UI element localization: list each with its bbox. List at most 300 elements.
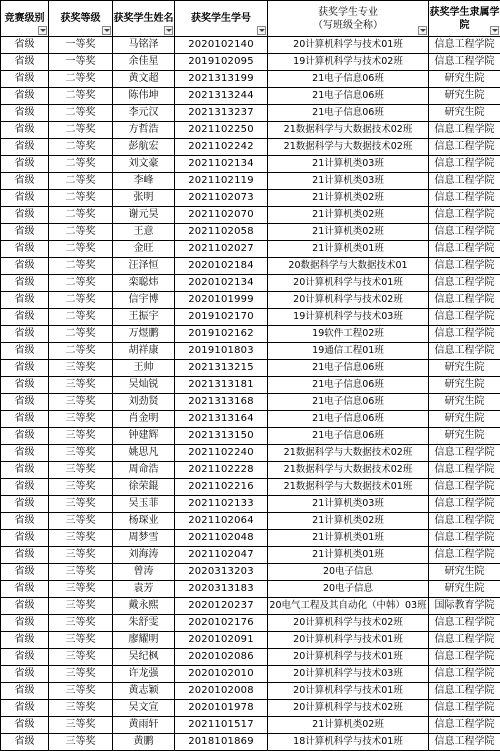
cell-student-major: 21电子信息06班 <box>268 105 429 122</box>
cell-student-id: 2020313203 <box>175 564 268 581</box>
cell-student-major: 20数据科学与大数据技术01 <box>268 258 429 275</box>
cell-award-grade: 三等奖 <box>49 530 113 547</box>
table-row <box>1 156 500 173</box>
cell-student-college: 信息工程学院 <box>429 343 500 360</box>
cell-student-id: 2021313244 <box>175 88 268 105</box>
table-row <box>1 190 500 207</box>
cell-student-name: 李峰 <box>113 173 175 190</box>
cell-student-college: 研究生院 <box>429 394 500 411</box>
cell-competition-level: 省级 <box>1 411 49 428</box>
cell-student-name: 戴永熙 <box>113 598 175 615</box>
cell-student-name: 吴灿锐 <box>113 377 175 394</box>
cell-competition-level: 省级 <box>1 462 49 479</box>
cell-award-grade: 三等奖 <box>49 496 113 513</box>
cell-student-id: 2020101999 <box>175 292 268 309</box>
cell-student-major: 20计算机科学与技术01班 <box>268 683 429 700</box>
cell-student-college: 信息工程学院 <box>429 309 500 326</box>
cell-student-id: 2021101517 <box>175 717 268 734</box>
table-row <box>1 411 500 428</box>
cell-student-college: 信息工程学院 <box>429 700 500 717</box>
cell-competition-level: 省级 <box>1 71 49 88</box>
cell-student-name: 信宇博 <box>113 292 175 309</box>
table-row <box>1 547 500 564</box>
cell-student-name: 黄文超 <box>113 71 175 88</box>
cell-student-major: 21计算机类01班 <box>268 530 429 547</box>
cell-student-major: 20计算机科学与技术02班 <box>268 615 429 632</box>
cell-award-grade: 三等奖 <box>49 717 113 734</box>
header-student-college-label: 获奖学生隶属学院 <box>430 7 500 31</box>
cell-competition-level: 省级 <box>1 479 49 496</box>
cell-student-college: 信息工程学院 <box>429 530 500 547</box>
cell-competition-level: 省级 <box>1 428 49 445</box>
cell-competition-level: 省级 <box>1 122 49 139</box>
cell-student-college: 信息工程学院 <box>429 513 500 530</box>
cell-student-name: 王帅 <box>113 360 175 377</box>
header-student-id-label: 获奖学生学号 <box>191 13 251 24</box>
cell-student-name: 吴玉菲 <box>113 496 175 513</box>
cell-student-name: 杨琛业 <box>113 513 175 530</box>
cell-student-name: 许龙强 <box>113 666 175 683</box>
cell-student-major: 21数据科学与大数据技术02班 <box>268 139 429 156</box>
cell-student-name: 陈伟坤 <box>113 88 175 105</box>
header-student-name-label: 获奖学生姓名 <box>114 13 174 24</box>
cell-award-grade: 一等奖 <box>49 37 113 54</box>
cell-award-grade: 二等奖 <box>49 326 113 343</box>
cell-award-grade: 二等奖 <box>49 156 113 173</box>
table-row <box>1 428 500 445</box>
cell-competition-level: 省级 <box>1 88 49 105</box>
table-row <box>1 173 500 190</box>
cell-student-major: 21计算机类02班 <box>268 717 429 734</box>
cell-student-major: 21电子信息06班 <box>268 377 429 394</box>
cell-award-grade: 二等奖 <box>49 88 113 105</box>
cell-award-grade: 三等奖 <box>49 513 113 530</box>
cell-student-name: 马铭泽 <box>113 37 175 54</box>
cell-student-id: 2021313168 <box>175 394 268 411</box>
cell-award-grade: 一等奖 <box>49 54 113 71</box>
cell-student-name: 曾涛 <box>113 564 175 581</box>
cell-competition-level: 省级 <box>1 105 49 122</box>
filter-dropdown-icon[interactable] <box>257 26 266 35</box>
header-competition-level-label: 竞赛级别 <box>5 13 45 24</box>
cell-student-major: 21计算机类02班 <box>268 207 429 224</box>
cell-student-major: 21数据科学与大数据技术02班 <box>268 445 429 462</box>
table-row <box>1 343 500 360</box>
cell-student-college: 信息工程学院 <box>429 666 500 683</box>
cell-award-grade: 二等奖 <box>49 292 113 309</box>
cell-competition-level: 省级 <box>1 343 49 360</box>
cell-award-grade: 二等奖 <box>49 71 113 88</box>
cell-competition-level: 省级 <box>1 598 49 615</box>
header-student-major <box>268 1 429 37</box>
cell-student-id: 2021102047 <box>175 547 268 564</box>
table-row <box>1 666 500 683</box>
cell-student-name: 王意 <box>113 224 175 241</box>
cell-award-grade: 二等奖 <box>49 309 113 326</box>
cell-student-college: 信息工程学院 <box>429 292 500 309</box>
cell-student-name: 刘海涛 <box>113 547 175 564</box>
cell-student-id: 2021102250 <box>175 122 268 139</box>
filter-dropdown-icon[interactable] <box>418 26 427 35</box>
cell-student-id: 2021102070 <box>175 207 268 224</box>
cell-student-major: 20计算机科学与技术02班 <box>268 700 429 717</box>
table-row <box>1 615 500 632</box>
table-row <box>1 734 500 751</box>
cell-student-college: 信息工程学院 <box>429 445 500 462</box>
cell-student-id: 2021102216 <box>175 479 268 496</box>
header-award-grade-label: 获奖等级 <box>61 13 101 24</box>
cell-student-name: 徐荣錕 <box>113 479 175 496</box>
cell-award-grade: 三等奖 <box>49 360 113 377</box>
table-row <box>1 598 500 615</box>
table-row <box>1 71 500 88</box>
cell-student-major: 20计算机科学与技术01班 <box>268 649 429 666</box>
table-row <box>1 275 500 292</box>
cell-student-name: 刘文豪 <box>113 156 175 173</box>
cell-student-id: 2021313150 <box>175 428 268 445</box>
table-row <box>1 360 500 377</box>
cell-competition-level: 省级 <box>1 139 49 156</box>
table-row <box>1 479 500 496</box>
cell-student-major: 21电子信息06班 <box>268 411 429 428</box>
table-row <box>1 88 500 105</box>
cell-award-grade: 三等奖 <box>49 649 113 666</box>
table-row <box>1 462 500 479</box>
cell-student-major: 20电子信息 <box>268 581 429 598</box>
cell-student-college: 研究生院 <box>429 411 500 428</box>
cell-student-major: 20计算机科学与技术01班 <box>268 632 429 649</box>
cell-student-college: 信息工程学院 <box>429 632 500 649</box>
cell-student-college: 信息工程学院 <box>429 649 500 666</box>
cell-competition-level: 省级 <box>1 190 49 207</box>
cell-student-id: 2020102176 <box>175 615 268 632</box>
cell-student-major: 20电气工程及其自动化（中韩）03班 <box>268 598 429 615</box>
cell-student-id: 2021313215 <box>175 360 268 377</box>
cell-student-id: 2020102010 <box>175 666 268 683</box>
filter-dropdown-icon[interactable] <box>490 26 499 35</box>
cell-award-grade: 三等奖 <box>49 564 113 581</box>
cell-competition-level: 省级 <box>1 394 49 411</box>
cell-student-college: 信息工程学院 <box>429 190 500 207</box>
cell-student-name: 方哲浩 <box>113 122 175 139</box>
cell-student-id: 2020102184 <box>175 258 268 275</box>
cell-competition-level: 省级 <box>1 632 49 649</box>
cell-student-college: 信息工程学院 <box>429 207 500 224</box>
cell-student-college: 信息工程学院 <box>429 139 500 156</box>
table-row <box>1 105 500 122</box>
cell-competition-level: 省级 <box>1 326 49 343</box>
cell-competition-level: 省级 <box>1 258 49 275</box>
table-row <box>1 632 500 649</box>
cell-award-grade: 二等奖 <box>49 275 113 292</box>
cell-student-name: 肖金明 <box>113 411 175 428</box>
cell-competition-level: 省级 <box>1 54 49 71</box>
cell-student-college: 信息工程学院 <box>429 37 500 54</box>
table-row <box>1 513 500 530</box>
cell-award-grade: 三等奖 <box>49 666 113 683</box>
cell-student-college: 研究生院 <box>429 377 500 394</box>
cell-competition-level: 省级 <box>1 377 49 394</box>
cell-student-id: 2021313237 <box>175 105 268 122</box>
cell-student-college: 信息工程学院 <box>429 241 500 258</box>
cell-competition-level: 省级 <box>1 547 49 564</box>
cell-student-college: 研究生院 <box>429 105 500 122</box>
cell-student-id: 2019101803 <box>175 343 268 360</box>
cell-student-name: 吴纪枫 <box>113 649 175 666</box>
cell-student-major: 20计算机科学与技术01班 <box>268 37 429 54</box>
cell-student-name: 黄鹏 <box>113 734 175 751</box>
header-student-major-label: 获奖学生专业 <box>318 7 378 18</box>
cell-student-college: 研究生院 <box>429 564 500 581</box>
table-row <box>1 496 500 513</box>
cell-student-college: 信息工程学院 <box>429 547 500 564</box>
cell-student-college: 研究生院 <box>429 581 500 598</box>
cell-student-college: 信息工程学院 <box>429 224 500 241</box>
table-row <box>1 207 500 224</box>
cell-student-id: 2020102140 <box>175 37 268 54</box>
cell-competition-level: 省级 <box>1 717 49 734</box>
cell-student-name: 钟建辉 <box>113 428 175 445</box>
table-row <box>1 683 500 700</box>
cell-student-major: 21计算机类03班 <box>268 496 429 513</box>
cell-student-major: 21数据科学与大数据技术02班 <box>268 462 429 479</box>
table-row <box>1 224 500 241</box>
cell-competition-level: 省级 <box>1 241 49 258</box>
cell-student-name: 黄志颖 <box>113 683 175 700</box>
table-row <box>1 292 500 309</box>
cell-competition-level: 省级 <box>1 173 49 190</box>
cell-award-grade: 三等奖 <box>49 615 113 632</box>
table-header <box>1 1 500 37</box>
cell-competition-level: 省级 <box>1 156 49 173</box>
cell-student-name: 汪泽恒 <box>113 258 175 275</box>
cell-student-major: 21计算机类03班 <box>268 173 429 190</box>
cell-student-id: 2019102162 <box>175 326 268 343</box>
cell-student-id: 2021102058 <box>175 224 268 241</box>
cell-award-grade: 三等奖 <box>49 632 113 649</box>
cell-student-major: 20计算机科学与技术03班 <box>268 666 429 683</box>
table-row <box>1 581 500 598</box>
cell-award-grade: 三等奖 <box>49 734 113 751</box>
cell-student-major: 20计算机科学与技术01班 <box>268 275 429 292</box>
cell-student-id: 2021102133 <box>175 496 268 513</box>
table-row <box>1 530 500 547</box>
cell-award-grade: 二等奖 <box>49 224 113 241</box>
cell-award-grade: 三等奖 <box>49 394 113 411</box>
table-row <box>1 564 500 581</box>
cell-student-college: 研究生院 <box>429 360 500 377</box>
cell-student-name: 余佳星 <box>113 54 175 71</box>
cell-student-major: 21计算机类01班 <box>268 547 429 564</box>
table-row <box>1 309 500 326</box>
header-student-id <box>175 1 268 37</box>
cell-award-grade: 三等奖 <box>49 428 113 445</box>
cell-student-id: 2021102240 <box>175 445 268 462</box>
cell-student-major: 19通信工程01班 <box>268 343 429 360</box>
cell-student-name: 吴文宣 <box>113 700 175 717</box>
cell-student-name: 李元汉 <box>113 105 175 122</box>
cell-student-name: 谢元昊 <box>113 207 175 224</box>
cell-award-grade: 三等奖 <box>49 479 113 496</box>
cell-student-id: 2020101978 <box>175 700 268 717</box>
cell-student-major: 21计算机类02班 <box>268 513 429 530</box>
header-row <box>1 1 500 37</box>
table-row <box>1 326 500 343</box>
cell-student-id: 2021102048 <box>175 530 268 547</box>
cell-student-major: 21电子信息06班 <box>268 428 429 445</box>
cell-student-college: 信息工程学院 <box>429 258 500 275</box>
filter-dropdown-icon[interactable] <box>38 26 47 35</box>
cell-student-college: 信息工程学院 <box>429 615 500 632</box>
cell-student-major: 20电子信息 <box>268 564 429 581</box>
cell-student-college: 信息工程学院 <box>429 122 500 139</box>
cell-student-id: 2019102095 <box>175 54 268 71</box>
cell-student-college: 信息工程学院 <box>429 54 500 71</box>
cell-student-id: 2021102134 <box>175 156 268 173</box>
cell-competition-level: 省级 <box>1 513 49 530</box>
cell-award-grade: 三等奖 <box>49 598 113 615</box>
cell-competition-level: 省级 <box>1 37 49 54</box>
cell-competition-level: 省级 <box>1 445 49 462</box>
cell-award-grade: 三等奖 <box>49 411 113 428</box>
cell-student-name: 王振宇 <box>113 309 175 326</box>
filter-dropdown-icon[interactable] <box>164 26 173 35</box>
cell-competition-level: 省级 <box>1 275 49 292</box>
cell-award-grade: 二等奖 <box>49 173 113 190</box>
cell-student-college: 研究生院 <box>429 428 500 445</box>
cell-student-id: 2021102073 <box>175 190 268 207</box>
cell-award-grade: 二等奖 <box>49 207 113 224</box>
cell-student-name: 栾聪炜 <box>113 275 175 292</box>
cell-student-name: 胡祥康 <box>113 343 175 360</box>
cell-award-grade: 三等奖 <box>49 547 113 564</box>
cell-student-id: 2021102064 <box>175 513 268 530</box>
cell-student-college: 信息工程学院 <box>429 173 500 190</box>
cell-award-grade: 三等奖 <box>49 683 113 700</box>
cell-student-college: 信息工程学院 <box>429 156 500 173</box>
table-row <box>1 122 500 139</box>
cell-competition-level: 省级 <box>1 581 49 598</box>
cell-competition-level: 省级 <box>1 683 49 700</box>
cell-student-college: 信息工程学院 <box>429 734 500 751</box>
cell-student-name: 朱舒雯 <box>113 615 175 632</box>
cell-student-id: 2021102119 <box>175 173 268 190</box>
cell-student-id: 2021102242 <box>175 139 268 156</box>
cell-student-major: 21数据科学与大数据技术01班 <box>268 479 429 496</box>
cell-student-major: 21计算机类02班 <box>268 190 429 207</box>
cell-competition-level: 省级 <box>1 734 49 751</box>
cell-student-name: 周梦雪 <box>113 530 175 547</box>
cell-award-grade: 二等奖 <box>49 241 113 258</box>
cell-student-major: 21计算机类02班 <box>268 224 429 241</box>
cell-student-id: 2020102091 <box>175 632 268 649</box>
cell-student-id: 2020102134 <box>175 275 268 292</box>
cell-student-id: 2021313181 <box>175 377 268 394</box>
cell-student-major: 21数据科学与大数据技术02班 <box>268 122 429 139</box>
cell-student-name: 袁芳 <box>113 581 175 598</box>
cell-competition-level: 省级 <box>1 564 49 581</box>
cell-student-major: 21电子信息06班 <box>268 360 429 377</box>
cell-award-grade: 二等奖 <box>49 139 113 156</box>
cell-student-name: 张明 <box>113 190 175 207</box>
cell-competition-level: 省级 <box>1 207 49 224</box>
cell-student-id: 2020313183 <box>175 581 268 598</box>
cell-student-id: 2021313164 <box>175 411 268 428</box>
cell-student-major: 21计算机类01班 <box>268 241 429 258</box>
table-row <box>1 445 500 462</box>
cell-student-name: 金旺 <box>113 241 175 258</box>
cell-award-grade: 二等奖 <box>49 122 113 139</box>
cell-student-college: 信息工程学院 <box>429 717 500 734</box>
cell-student-name: 彭航宏 <box>113 139 175 156</box>
header-award-grade <box>49 1 113 37</box>
cell-student-major: 21电子信息06班 <box>268 394 429 411</box>
cell-competition-level: 省级 <box>1 530 49 547</box>
cell-competition-level: 省级 <box>1 649 49 666</box>
cell-award-grade: 三等奖 <box>49 445 113 462</box>
cell-student-major: 20计算机科学与技术02班 <box>268 292 429 309</box>
cell-award-grade: 二等奖 <box>49 190 113 207</box>
cell-student-college: 信息工程学院 <box>429 326 500 343</box>
cell-competition-level: 省级 <box>1 292 49 309</box>
cell-award-grade: 三等奖 <box>49 377 113 394</box>
table-row <box>1 649 500 666</box>
header-student-college <box>429 1 500 37</box>
cell-competition-level: 省级 <box>1 224 49 241</box>
cell-competition-level: 省级 <box>1 615 49 632</box>
cell-student-major: 19计算机科学与技术03班 <box>268 309 429 326</box>
table-row <box>1 139 500 156</box>
cell-award-grade: 三等奖 <box>49 462 113 479</box>
cell-student-major: 19软件工程02班 <box>268 326 429 343</box>
header-competition-level <box>1 1 49 37</box>
cell-student-id: 2018101869 <box>175 734 268 751</box>
cell-student-name: 周命浩 <box>113 462 175 479</box>
cell-award-grade: 二等奖 <box>49 258 113 275</box>
cell-student-id: 2019102170 <box>175 309 268 326</box>
cell-student-college: 研究生院 <box>429 88 500 105</box>
table-row <box>1 258 500 275</box>
cell-student-id: 2020102008 <box>175 683 268 700</box>
cell-student-name: 刘劲贤 <box>113 394 175 411</box>
cell-award-grade: 三等奖 <box>49 700 113 717</box>
table-row <box>1 54 500 71</box>
table-row <box>1 700 500 717</box>
filter-dropdown-icon[interactable] <box>102 26 111 35</box>
table-body <box>1 37 500 751</box>
cell-competition-level: 省级 <box>1 496 49 513</box>
table-row <box>1 377 500 394</box>
cell-competition-level: 省级 <box>1 360 49 377</box>
cell-competition-level: 省级 <box>1 309 49 326</box>
cell-student-major: 21计算机类03班 <box>268 156 429 173</box>
cell-student-name: 廖耀明 <box>113 632 175 649</box>
cell-student-id: 2021102027 <box>175 241 268 258</box>
cell-competition-level: 省级 <box>1 700 49 717</box>
cell-student-id: 2020120237 <box>175 598 268 615</box>
cell-student-major: 21电子信息06班 <box>268 71 429 88</box>
cell-student-college: 信息工程学院 <box>429 479 500 496</box>
table-row <box>1 37 500 54</box>
cell-student-name: 黄雨轩 <box>113 717 175 734</box>
cell-student-college: 信息工程学院 <box>429 462 500 479</box>
cell-student-id: 2021102228 <box>175 462 268 479</box>
cell-student-college: 信息工程学院 <box>429 496 500 513</box>
cell-student-id: 2020102086 <box>175 649 268 666</box>
header-student-name <box>113 1 175 37</box>
table-row <box>1 241 500 258</box>
cell-student-college: 信息工程学院 <box>429 275 500 292</box>
